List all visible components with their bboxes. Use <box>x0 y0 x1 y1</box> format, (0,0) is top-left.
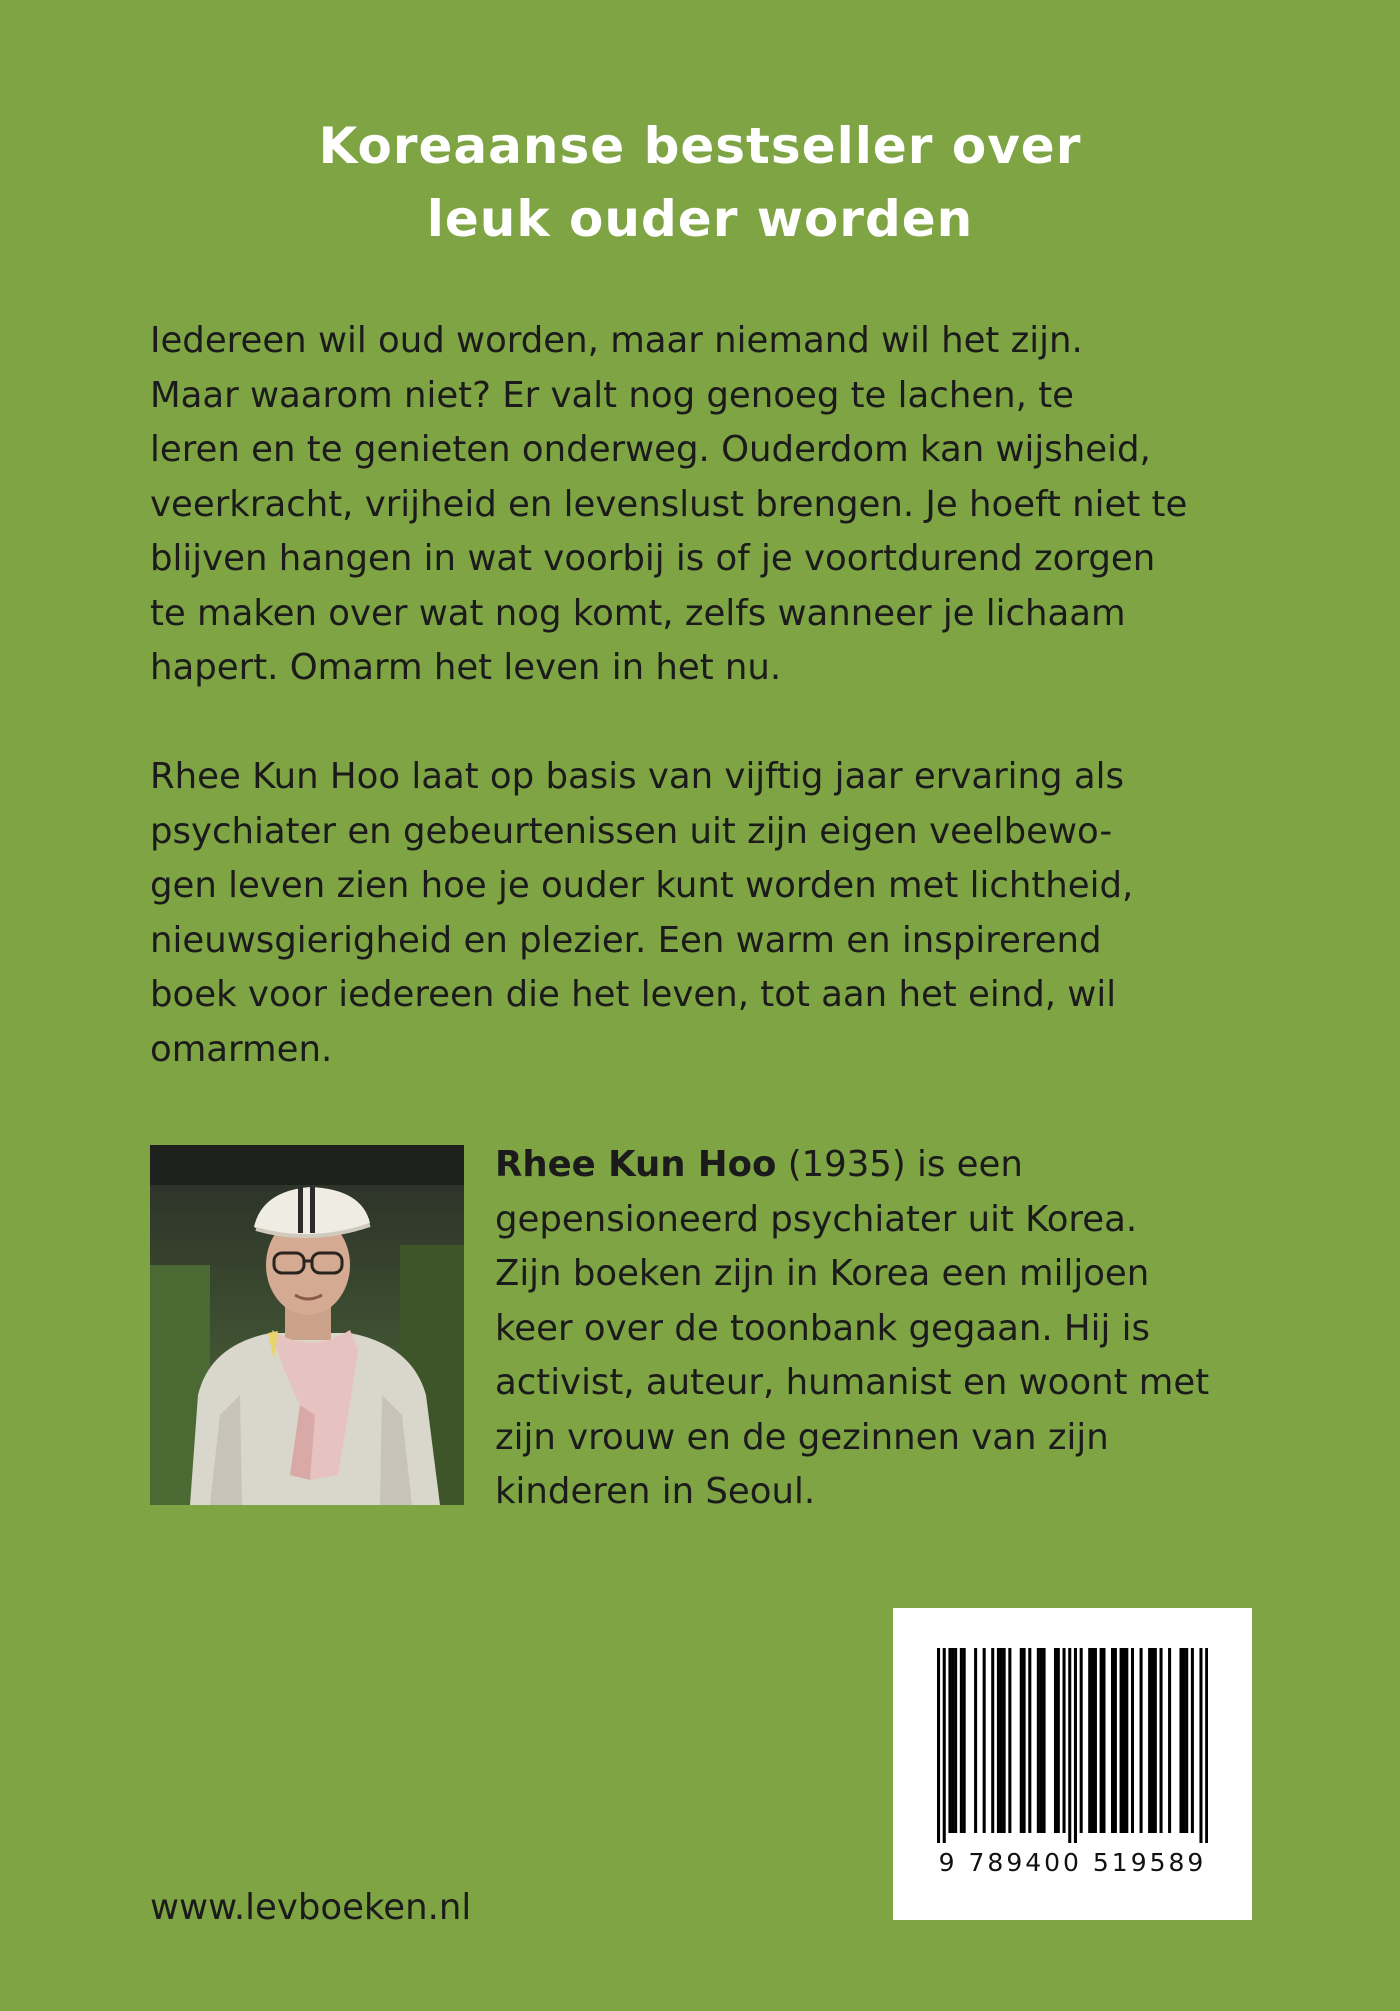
barcode-bar <box>983 1648 986 1833</box>
bio-line: Zijn boeken zijn in Korea een miljoen <box>495 1253 1150 1294</box>
headline <box>0 110 1400 256</box>
barcode-bar <box>1028 1648 1031 1833</box>
barcode-bar <box>1179 1648 1182 1833</box>
barcode-bar <box>1125 1648 1128 1833</box>
barcode-bar <box>1191 1648 1194 1833</box>
barcode-bar <box>1140 1648 1143 1833</box>
isbn-number: 9 789400 519589 <box>938 1848 1207 1877</box>
barcode-bar <box>1088 1648 1091 1833</box>
barcode-bar <box>1168 1648 1171 1833</box>
barcode-bar <box>1102 1648 1105 1833</box>
barcode-bar <box>1000 1648 1003 1833</box>
paragraph-line: psychiater en gebeurtenissen uit zijn eigen veelbewo- <box>150 810 1113 852</box>
barcode-bar <box>1122 1648 1125 1833</box>
barcode-bar <box>1185 1648 1188 1833</box>
barcode-bar <box>991 1648 994 1833</box>
bio-line <box>495 1138 1275 1193</box>
barcode-bar <box>1020 1648 1023 1833</box>
bio-first-line-rest: (1935) is een <box>776 1144 1023 1185</box>
description-paragraph-2 <box>150 750 1260 1077</box>
bio-line: kinderen in Seoul. <box>495 1471 816 1512</box>
paragraph-line: hapert. Omarm het leven in het nu. <box>150 647 782 688</box>
barcode <box>893 1608 1252 1920</box>
barcode-bar <box>1063 1648 1066 1833</box>
barcode-bar <box>1182 1648 1185 1833</box>
paragraph-line: Iedereen wil oud worden, maar niemand wil het zijn. <box>150 320 1083 361</box>
author-bio <box>495 1138 1275 1520</box>
headline-line-2: leuk ouder worden <box>426 190 974 248</box>
barcode-bar <box>943 1648 946 1843</box>
barcode-bar <box>963 1648 966 1833</box>
website-url[interactable]: www.levboeken.nl <box>150 1887 472 1928</box>
barcode-bar <box>1154 1648 1157 1833</box>
barcode-bar <box>1080 1648 1083 1833</box>
barcode-bar <box>1054 1648 1057 1833</box>
barcode-bar <box>1003 1648 1006 1833</box>
paragraph-line: boek voor iedereen die het leven, tot aan het eind, wil <box>150 974 1117 1015</box>
barcode-bar <box>951 1648 954 1833</box>
barcode-bar <box>954 1648 957 1833</box>
paragraph-line: nieuwsgierigheid en plezier. Een warm en inspirerend <box>150 919 1102 961</box>
barcode-bar <box>1091 1648 1094 1833</box>
barcode-bar <box>1023 1648 1026 1833</box>
barcode-bar <box>948 1648 951 1833</box>
paragraph-line: omarmen. <box>150 1028 333 1070</box>
barcode-bar <box>1160 1648 1163 1833</box>
barcode-bar <box>1131 1648 1134 1833</box>
barcode-bar <box>1114 1648 1117 1833</box>
barcode-bar <box>1100 1648 1103 1833</box>
headline-line-1: Koreaanse bestseller over <box>318 117 1082 175</box>
author-name: Rhee Kun Hoo <box>495 1144 777 1185</box>
barcode-bars-icon <box>937 1648 1208 1843</box>
barcode-bar <box>1205 1648 1208 1843</box>
barcode-bar <box>1199 1648 1202 1843</box>
bio-line: zijn vrouw en de gezinnen van zijn <box>495 1416 1109 1458</box>
barcode-bar <box>1074 1648 1077 1843</box>
barcode-bar <box>1111 1648 1114 1833</box>
barcode-bar <box>1151 1648 1154 1833</box>
barcode-bar <box>1120 1648 1123 1833</box>
bio-line: keer over de toonbank gegaan. Hij is <box>495 1307 1150 1349</box>
paragraph-line: gen leven zien hoe je ouder kunt worden met lichtheid, <box>150 865 1134 906</box>
barcode-bar <box>1057 1648 1060 1833</box>
barcode-bar <box>1094 1648 1097 1833</box>
barcode-bar <box>960 1648 963 1833</box>
barcode-bar <box>1043 1648 1046 1833</box>
barcode-bar <box>1040 1648 1043 1833</box>
barcode-bar <box>1037 1648 1040 1833</box>
paragraph-line: veerkracht, vrijheid en levenslust brengen. Je hoeft niet te <box>150 483 1188 525</box>
paragraph-line: leren en te genieten onderweg. Ouderdom kan wijsheid, <box>150 429 1151 470</box>
paragraph-line: Rhee Kun Hoo laat op basis van vijftig jaar ervaring als <box>150 756 1124 797</box>
bio-line: activist, auteur, humanist en woont met <box>495 1362 1210 1403</box>
barcode-bar <box>937 1648 940 1843</box>
paragraph-line: te maken over wat nog komt, zelfs wanneer je lichaam <box>150 592 1126 634</box>
barcode-bar <box>1148 1648 1151 1833</box>
barcode-bar <box>1068 1648 1071 1843</box>
author-portrait-icon <box>150 1145 464 1505</box>
author-photo <box>150 1145 464 1505</box>
barcode-bar <box>974 1648 977 1833</box>
barcode-bar <box>1008 1648 1011 1833</box>
barcode-bar <box>997 1648 1000 1833</box>
paragraph-line: blijven hangen in wat voorbij is of je voortdurend zorgen <box>150 538 1156 579</box>
paragraph-line: Maar waarom niet? Er valt nog genoeg te lachen, te <box>150 374 1074 416</box>
bio-line: gepensioneerd psychiater uit Korea. <box>495 1198 1138 1240</box>
description-paragraph-1 <box>150 314 1260 696</box>
